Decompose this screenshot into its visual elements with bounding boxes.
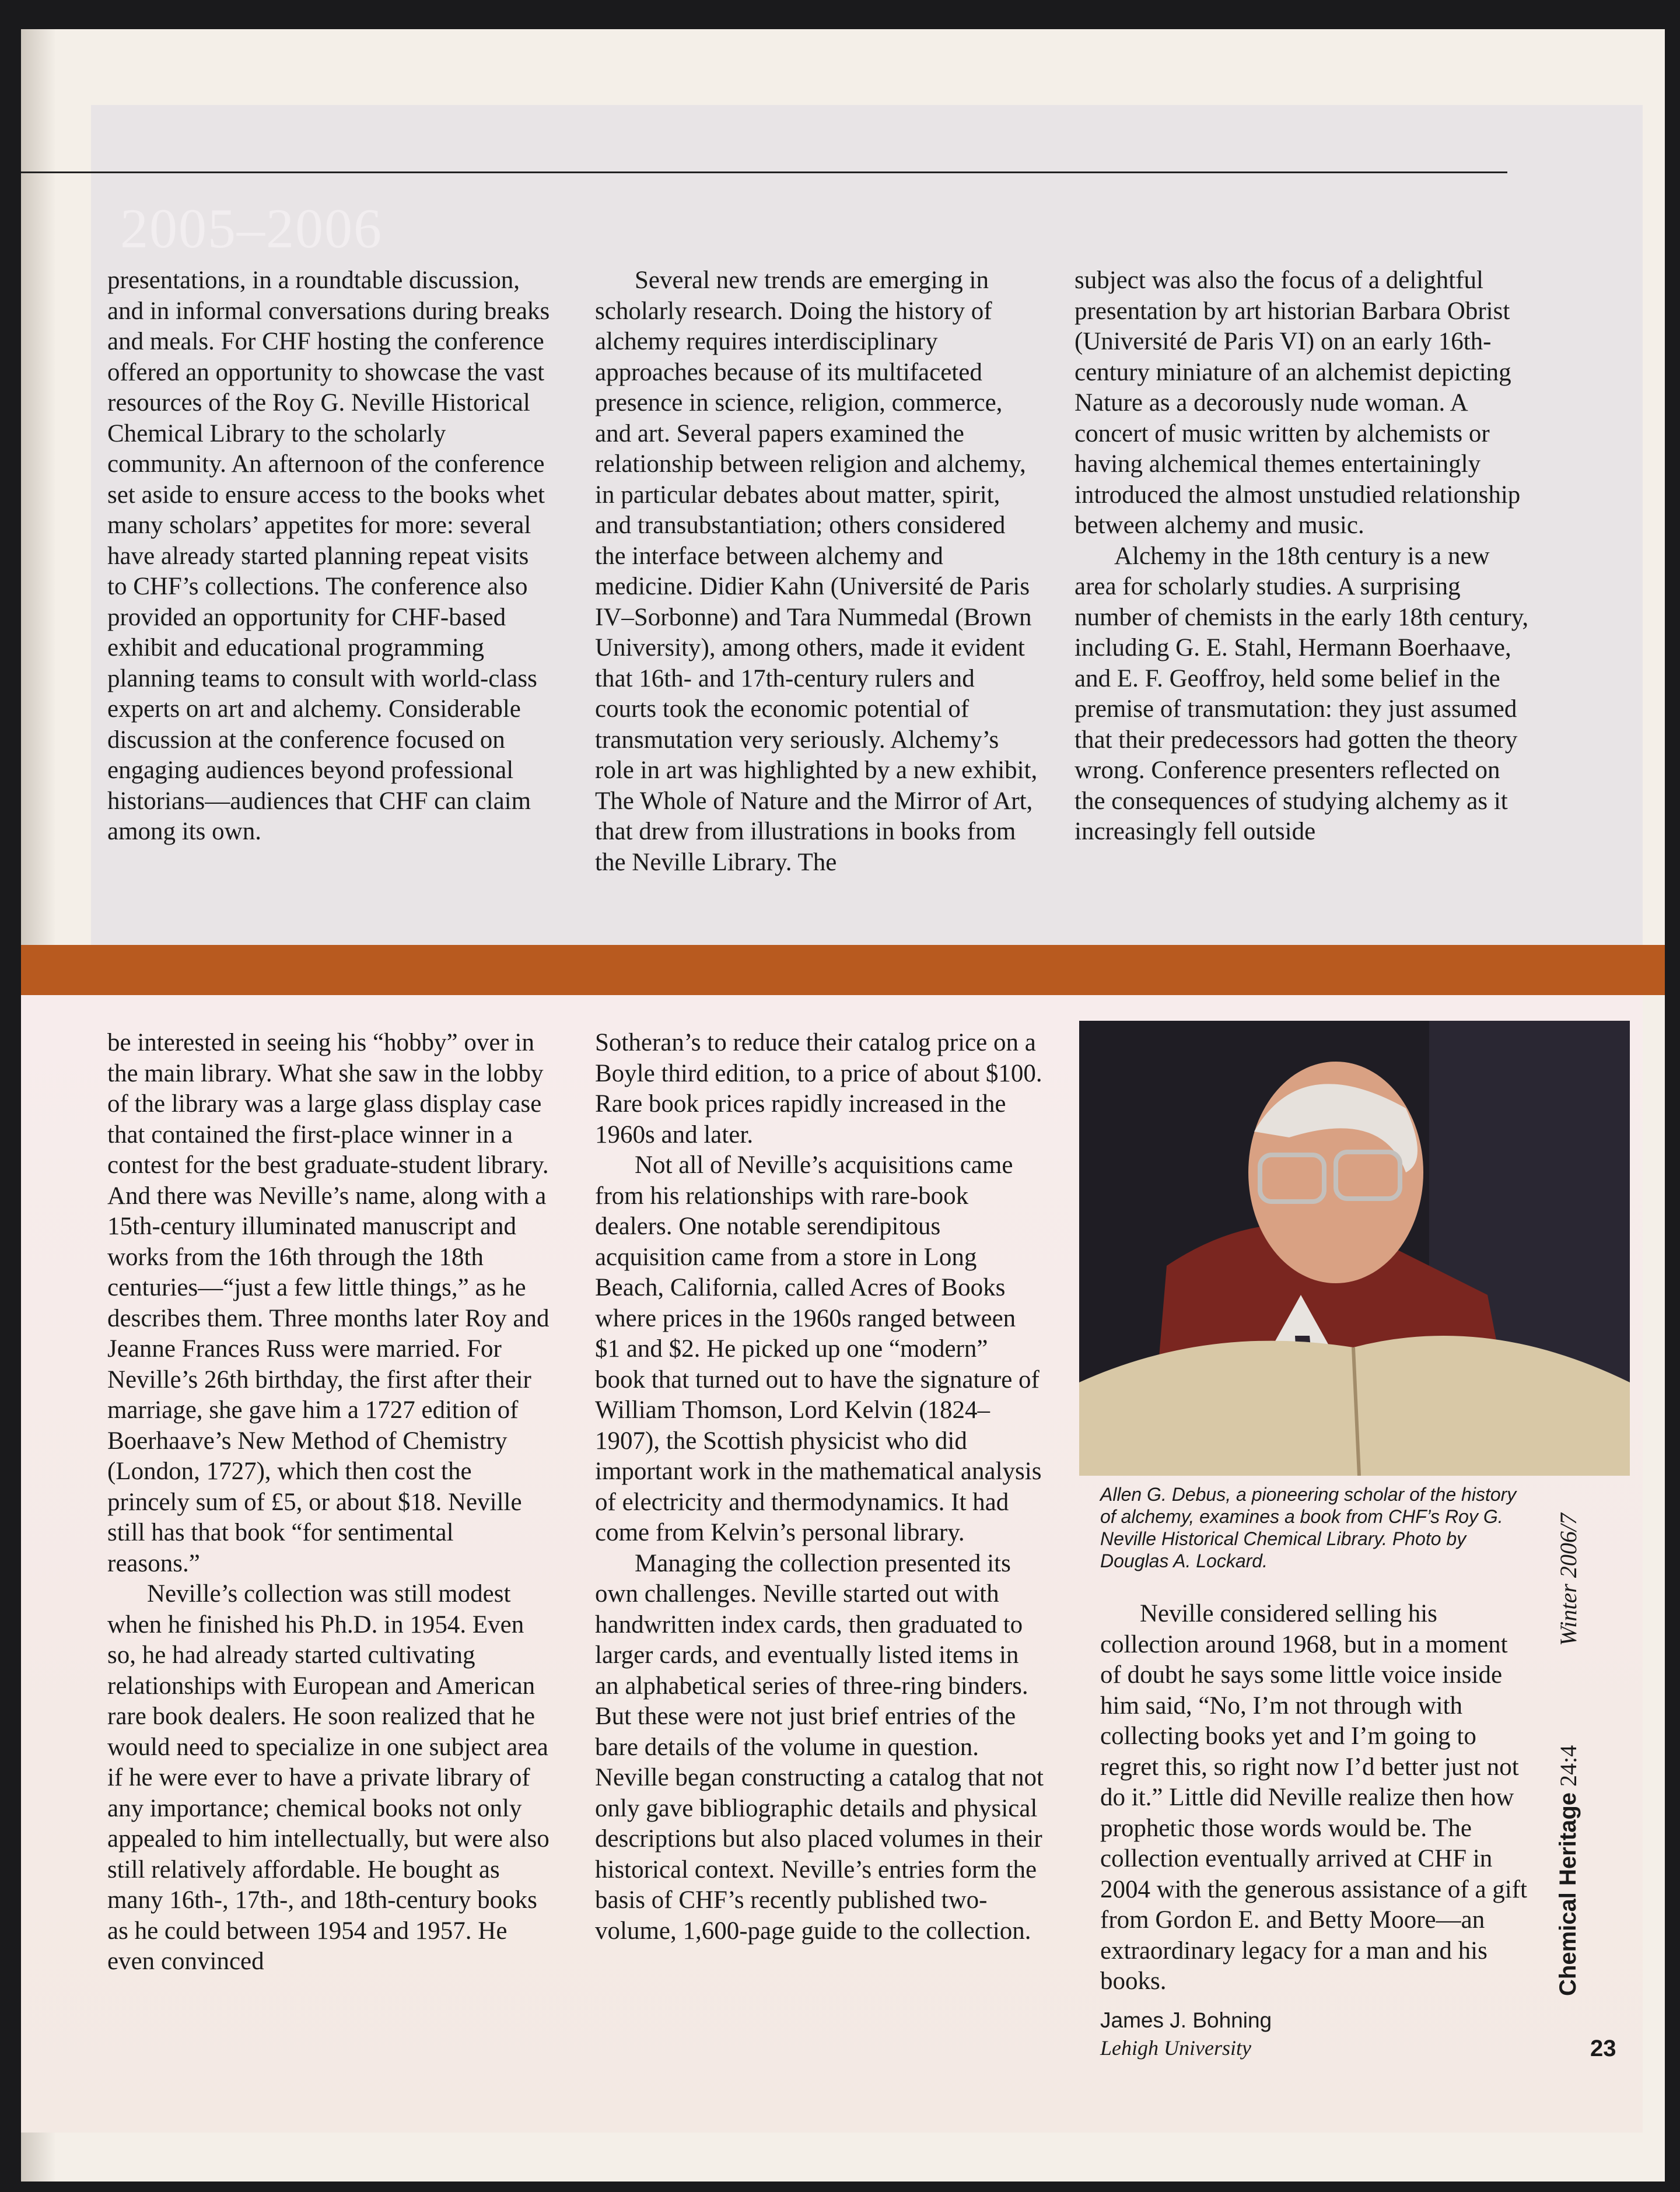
magazine-page — [21, 29, 1665, 2182]
author-affiliation: Lehigh University — [1100, 2036, 1251, 2060]
paragraph: presentations, in a roundtable discussion, and in informal conversations during breaks and meals. For CHF hosting the conference offered an opportunity to showcase the vast resources of the Roy G. Neville Historical Chemical Library to the scholarly community. An afternoon of the conference set aside to ensure access to the books whet many scholars’ appetites for more: several have already started planning repeat visits to CHF’s collections. The conference also provided an opportunity for CHF-based exhibit and educational programming planning teams to consult with world-class experts on art and alchemy. Considerable discussion at the conference focused on engaging audiences beyond professional historians—audiences that CHF can claim among its own. — [107, 267, 550, 845]
paragraph: be interested in seeing his “hobby” over in the main library. What she saw in the lobby of the library was a large glass display case that contained the first-place winner in a contest for the best graduate-student library. And there was Neville’s name, along with a 15th-century illuminated manuscript and works from the 16th through the 18th centuries—“just a few little things,” as he describes them. Three months later Roy and Jeanne Frances Russ were married. For Neville’s 26th birthday, the first after their marriage, she gave him a 1727 edition of Boerhaave’s New Method of Chemistry (London, 1727), which then cost the princely sum of £5, or about $18. Neville still has that book “for sentimental reasons.” — [107, 1029, 550, 1577]
paragraph: subject was also the focus of a delightful presentation by art historian Barbara Obrist (Université de Paris VI) on an early 16th-century miniature of an alchemist depicting Nature as a decorously nude woman. A concert of music written by alchemists or having alchemical themes entertainingly introduced the almost unstudied relationship between alchemy and music. — [1074, 267, 1521, 539]
upper-column-2 — [595, 265, 1038, 878]
author-name: James J. Bohning — [1100, 2008, 1272, 2032]
running-footer — [1550, 1459, 1586, 1996]
issue-number: 24:4 — [1555, 1745, 1581, 1787]
photo-caption: Allen G. Debus, a pioneering scholar of the history of alchemy, examines a book from CHF’s Roy G. Neville Historical Chemical Library. Photo by Douglas A. Lockard. — [1100, 1484, 1517, 1571]
paragraph: Not all of Neville’s acquisitions came from his relationships with rare-book dealers. One notable serendipitous acquisition came from a store in Long Beach, California, called Acres of Books where prices in the 1960s ranged between $1 and $2. He picked up one “modern” book that turned out to have the signature of William Thomson, Lord Kelvin (1824–1907), the Scottish physicist who did important work in the mathematical analysis of electricity and thermodynamics. It had come from Kelvin’s personal library. — [595, 1151, 1042, 1546]
photo-illustration — [1079, 1021, 1630, 1476]
page-number: 23 — [1590, 2036, 1616, 2061]
upper-column-3 — [1074, 265, 1535, 848]
issue-season: Winter 2006/7 — [1555, 1513, 1581, 1646]
paragraph: Alchemy in the 18th century is a new area for scholarly studies. A surprising number of chemists in the early 18th century, including G. E. Stahl, Hermann Boerhaave, and E. F. Geoffroy, held some belief in the premise of transmutation: they just assumed that their predecessors had gotten the theory wrong. Conference presenters reflected on the consequences of studying alchemy as it increasingly fell outside — [1074, 542, 1529, 845]
lower-column-3 — [1100, 1599, 1532, 1997]
lower-column-1 — [107, 1028, 551, 1977]
top-rule — [21, 171, 1507, 173]
lower-column-2 — [595, 1028, 1044, 1946]
publication-name: Chemical Heritage — [1555, 1792, 1581, 1996]
paragraph: Neville’s collection was still modest when he finished his Ph.D. in 1954. Even so, he had already started cultivating relationships with European and American rare book dealers. He soon realized that he would need to specialize in one subject area if he were ever to have a private library of any importance; chemical books not only appealed to him intellectually, but were also still relatively affordable. He bought as many 16th-, 17th-, and 18th-century books as he could between 1954 and 1957. He even convinced — [107, 1580, 550, 1975]
faded-year-heading: 2005–2006 — [120, 197, 383, 260]
upper-column-1 — [107, 265, 551, 848]
paragraph: Neville considered selling his collection around 1968, but in a moment of doubt he says some little voice inside him said, “No, I’m not through with collecting books yet and I’m going to regret this, so right now I’d better just not do it.” Little did Neville realize then how prophetic those words would be. The collection eventually arrived at CHF in 2004 with the generous assistance of a gift from Gordon E. and Betty Moore—an extraordinary legacy for a man and his books. — [1100, 1600, 1528, 1995]
paragraph: Several new trends are emerging in scholarly research. Doing the history of alchemy requires interdisciplinary approaches because of its multifaceted presence in science, religion, commerce, and art. Several papers examined the relationship between religion and alchemy, in particular debates about matter, spirit, and transubstantiation; others considered the interface between alchemy and medicine. Didier Kahn (Université de Paris IV–Sorbonne) and Tara Nummedal (Brown University), among others, made it evident that 16th- and 17th-century rulers and courts took the economic potential of transmutation very seriously. Alchemy’s role in art was highlighted by a new exhibit, The Whole of Nature and the Mirror of Art, that drew from illustrations in books from the Neville Library. The — [595, 267, 1038, 876]
paragraph: Managing the collection presented its own challenges. Neville started out with handwritten index cards, then graduated to larger cards, and eventually listed items in an alphabetical series of three-ring binders. But these were not just brief entries of the bare details of the volume in question. Neville began constructing a catalog that not only gave bibliographic details and physical descriptions but also placed volumes in their historical context. Neville’s entries form the basis of CHF’s recently published two-volume, 1,600-page guide to the collection. — [595, 1549, 1044, 1945]
section-divider-band — [21, 945, 1665, 995]
portrait-photo — [1079, 1021, 1630, 1476]
paragraph: Sotheran’s to reduce their catalog price on a Boyle third edition, to a price of about $100. Rare book prices rapidly increased in the 1960s and later. — [595, 1029, 1042, 1148]
